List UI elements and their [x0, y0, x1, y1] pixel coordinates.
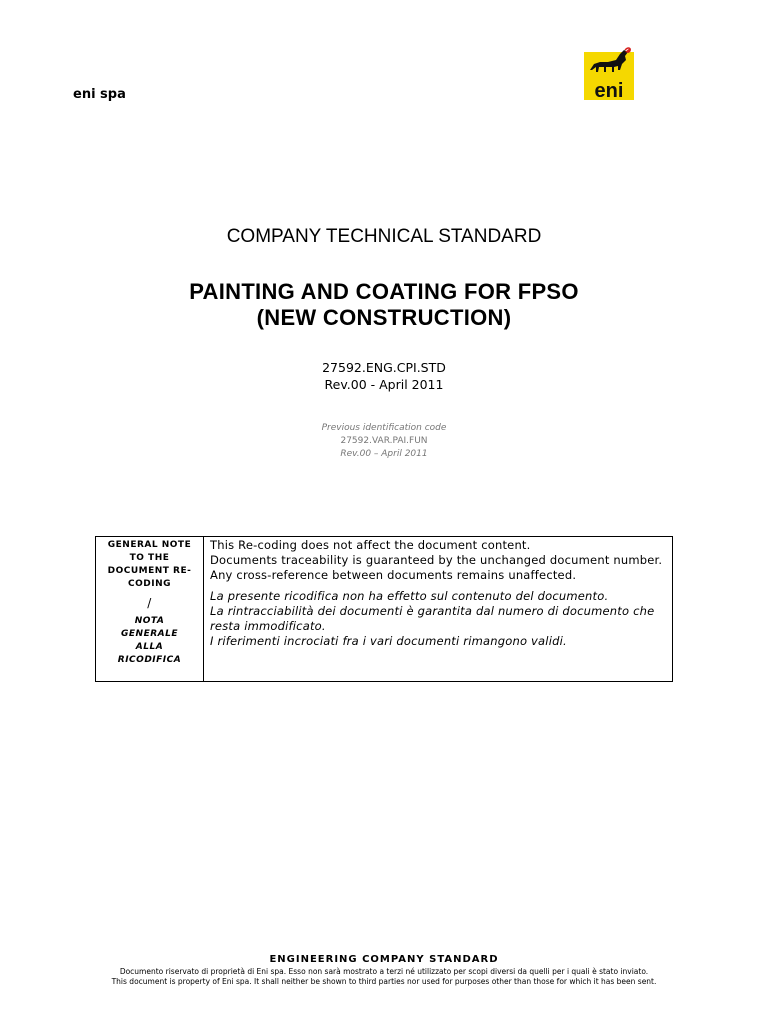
note-body-it-line: La presente ricodifica non ha effetto sul contenuto del documento.: [210, 589, 609, 603]
note-heading-it-line: ALLA: [135, 642, 164, 652]
recoding-note-box: [95, 536, 673, 682]
note-heading-it: [96, 615, 203, 667]
logo-text: eni: [594, 80, 624, 100]
note-body-it-line: I riferimenti incrociati fra i vari documenti rimangono validi.: [210, 634, 567, 648]
document-title: [0, 279, 768, 331]
document-code-block: [0, 359, 768, 393]
document-revision: Rev.00 - April 2011: [324, 377, 444, 392]
standard-type: COMPANY TECHNICAL STANDARD: [226, 226, 542, 247]
note-heading-en: [96, 539, 203, 591]
note-heading-separator: /: [147, 596, 152, 610]
note-body-it: [210, 589, 666, 649]
note-body-en-line: Any cross-reference between documents remains unaffected.: [210, 568, 577, 582]
note-heading-en-line: TO THE: [129, 553, 170, 563]
note-body-cell: [204, 537, 672, 681]
note-heading-it-line: GENERALE: [121, 629, 178, 639]
previous-id-label: Previous identification code: [321, 423, 447, 433]
note-body-en: [210, 538, 666, 583]
note-heading-cell: [96, 537, 204, 681]
title-line-1: PAINTING AND COATING FOR FPSO: [189, 279, 579, 304]
company-name: eni spa: [73, 87, 126, 102]
note-body-en-line: Documents traceability is guaranteed by the unchanged document number.: [210, 553, 663, 567]
previous-id-revision: Rev.00 – April 2011: [340, 449, 428, 459]
note-body-en-line: This Re-coding does not affect the document content.: [210, 538, 531, 552]
eni-logo: [584, 40, 634, 100]
note-heading-en-line: CODING: [128, 579, 171, 589]
footer-notice-it: Documento riservato di proprietà di Eni spa. Esso non sarà mostrato a terzi né utilizzato per scopi diversi da quelli per i quali è stato inviato.: [119, 967, 649, 976]
previous-id-block: [0, 422, 768, 461]
footer-title: ENGINEERING COMPANY STANDARD: [269, 954, 499, 965]
note-heading-it-line: RICODIFICA: [117, 655, 182, 665]
document-code: 27592.ENG.CPI.STD: [322, 360, 446, 375]
note-heading-en-line: DOCUMENT RE-: [107, 566, 192, 576]
note-heading-en-line: GENERAL NOTE: [107, 540, 192, 550]
footer-notice-en: This document is property of Eni spa. It shall neither be shown to third parties nor used for purposes other than those for which it has been sent.: [111, 977, 657, 986]
previous-id-code: 27592.VAR.PAI.FUN: [340, 436, 428, 446]
note-body-it-line: La rintracciabilità dei documenti è garantita dal numero di documento che resta immodificato.: [210, 604, 655, 633]
note-heading-it-line: NOTA: [134, 616, 165, 626]
title-line-2: (NEW CONSTRUCTION): [256, 305, 512, 330]
